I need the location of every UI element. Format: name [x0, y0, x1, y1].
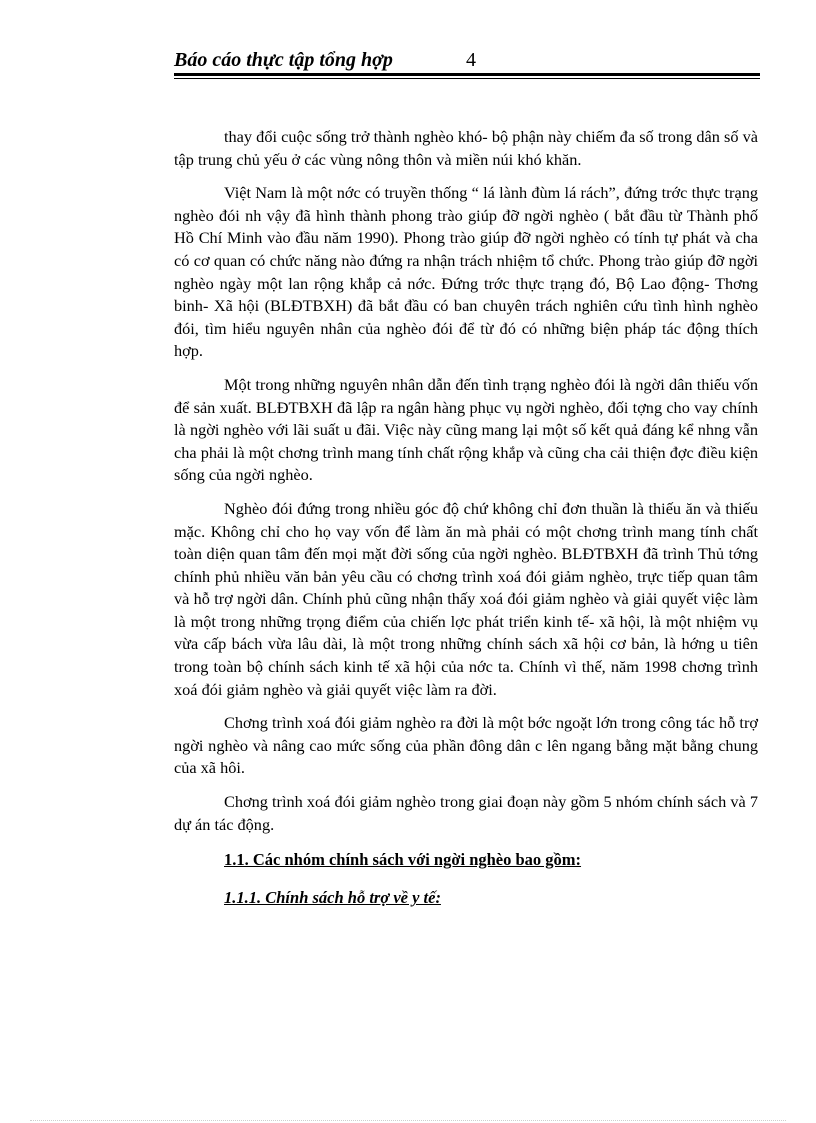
paragraph-1: thay đổi cuộc sống trở thành nghèo khó- bộ phận này chiếm đa số trong dân số và tập trung chủ yếu ở các vùng nông thôn và miền núi khó khăn.: [174, 127, 758, 169]
paragraph-3: Một trong những nguyên nhân dẫn đến tình trạng nghèo đói là ngời dân thiếu vốn để sản xuất. BLĐTBXH đã lập ra ngân hàng phục vụ ngời nghèo, đối tợng cho vay chính là ngời nghèo với lãi suất u đãi. Việc này cũng mang lại một số kết quả đáng kể nhng vẫn cha phải là một chơng trình mang tính chất rộng khắp và cũng cha cải thiện đợc điều kiện sống của ngời nghèo.: [174, 374, 758, 485]
section-heading-1-1-1: 1.1.1. Chính sách hỗ trợ về y tế:: [224, 888, 441, 908]
header-title: Báo cáo thực tập tổng hợp: [174, 49, 393, 71]
page-header: [174, 47, 760, 75]
paragraph-5: Chơng trình xoá đói giảm nghèo ra đời là một bớc ngoặt lớn trong công tác hỗ trợ ngời nghèo và nâng cao mức sống của phần đông dân c lên ngang bằng mặt bằng chung của xã hôi.: [174, 713, 758, 778]
paragraph-4: Nghèo đói đứng trong nhiều góc độ chứ không chỉ đơn thuần là thiếu ăn và thiếu mặc. Không chỉ cho họ vay vốn để làm ăn mà phải có một chơng trình mang tính chất toàn diện quan tâm đến mọi mặt đời sống của ngời nghèo. BLĐTBXH đã trình Thủ tớng chính phủ nhiều văn bản yêu cầu có chơng trình xoá đói giảm nghèo, trực tiếp quan tâm và hỗ trợ ngời dân. Chính phủ cũng nhận thấy xoá đói giảm nghèo và giải quyết việc làm là một trong những trọng điểm của chiến lợc phát triển kinh tế- xã hội, là một nhiệm vụ vừa cấp bách vừa lâu dài, là một trong những chính sách xã hội cơ bản, là hớng u tiên trong toàn bộ chính sách kinh tế xã hội của nớc ta. Chính vì thế, năm 1998 chơng trình xoá đói giảm nghèo và giải quyết việc làm ra đời.: [174, 498, 758, 699]
header-rule-thin: [174, 78, 760, 79]
page-bottom-divider: [30, 1120, 786, 1121]
page-number: 4: [466, 49, 476, 71]
header-rule-thick: [174, 73, 760, 76]
document-body: [174, 126, 758, 911]
paragraph-6: Chơng trình xoá đói giảm nghèo trong giai đoạn này gồm 5 nhóm chính sách và 7 dự án tác động.: [174, 792, 758, 834]
paragraph-2: Việt Nam là một nớc có truyền thống “ lá lành đùm lá rách”, đứng trớc thực trạng nghèo đói nh vậy đã hình thành phong trào giúp đỡ ngời nghèo ( bắt đầu từ Thành phố Hồ Chí Minh vào đầu năm 1990). Phong trào giúp đỡ ngời nghèo có tính tự phát và cha có cơ quan có chức năng nào đứng ra nhận trách nhiệm tổ chức. Phong trào giúp đỡ ngời nghèo ngày một lan rộng khắp cả nớc. Đứng trớc thực trạng đó, Bộ Lao động- Thơng binh- Xã hội (BLĐTBXH) đã bắt đầu có ban chuyên trách nghiên cứu tình hình nghèo đói, tìm hiểu nguyên nhân của nghèo đói để từ đó có những biện pháp tác động thích hợp.: [174, 183, 758, 361]
section-heading-1-1: 1.1. Các nhóm chính sách với ngời nghèo bao gồm:: [224, 850, 582, 870]
